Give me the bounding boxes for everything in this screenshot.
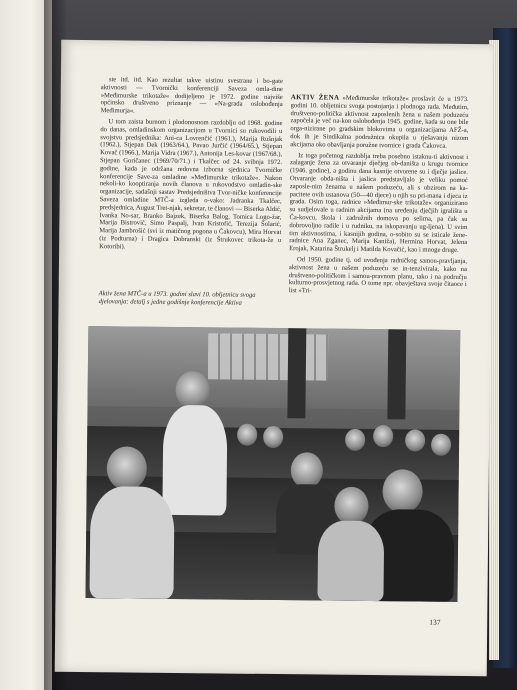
photo-window	[208, 333, 328, 380]
section-lead	[290, 94, 469, 150]
left-text-column	[99, 76, 283, 255]
section-lead-text: »Međimurske trikotaže« proslavit će u 1973. godini 10. obljetnicu svoga postojanja i plodnoga rada. Međutim, društveno-politička aktivnost zaposlenih žena u našem poduzeću započela je već na-kon oslobođenja 1945. godine, kada su one bile orga-nizirane po gradskim blokovima u organizacijama AFŽ-a, dok ih je Sindikalna podružnica okupila u rješavanju nizom akcijama oko obavljanja poružne tvornice i grada Čakovca.	[290, 94, 469, 150]
paragraph: U tom zaista burnom i plodonosnom razdoblju od 1968. godine do danas, omladinskom organizacijom u Tvornici su rukovodili u svojstvu predsjednika: Ani-ca Lovrenčić (1961.), Marija Rušnjak (1962.), Stjepan Dek (1963/64.), Pavao Jurčić (1964/65.), Stjepan Kovač (1966.), Marija Vidra (1967.), Antonija Les-kovar (1967/68.), Stjepan Goričanec (1969/70/71.) i Tkalčec od 24. svibnja 1972. godine, kada je održana redovna izborna sjednica Tvorničke konferencije Save-za omladine »Međimurske trikotaže«. Nakon nekoli-ko kooptiranja novih članova u rukovodstvo omladin-ske organizacije, sadašnji sastav Predsjedništva Tvor-ničke konferencije Saveza omladine MTČ-a izgleda o-vako: Jadranka Tkalčec, predsjednica, August Tret-njak, sekretar, te članovi — Biserka Aldić, Ivanka No-sar, Branko Bajzek, Biserka Balog, Tomica Logo-žar, Marija Bistrović, Simo Paspalj, Ivan Kristofić, Terezija Šolarić, Marija Jambrošić (svi iz matičnog pogona u Čakovcu), Mira Horvat (iz Podturna) i Dragica Dobranski (iz Štrukovec trikota-že u Kotoribi).	[99, 118, 283, 251]
photo-person	[373, 425, 393, 447]
photo-person	[263, 426, 283, 448]
photo-person	[405, 429, 425, 451]
photo-person	[89, 486, 174, 599]
photo-person	[431, 434, 451, 456]
section-heading: AKTIV ŽENA	[290, 93, 340, 102]
photo-person	[334, 487, 368, 525]
right-text-column	[289, 94, 469, 300]
paragraph: ste itd. itd. Kao rezultat takve uistinu svestrane i bo-gate aktivnosti — Tvornički konferenciji Saveza omla-dine »Međimurske trikotaže« dodijeljeno je 1972. godine najviše općinsko društveno priznanje — »Na-grada oslobođenja Međimurja«.	[100, 76, 283, 115]
page-number: 137	[429, 617, 441, 627]
photo-person	[317, 520, 384, 601]
book-page	[55, 40, 494, 676]
photo-person	[162, 405, 227, 516]
photo-curtain	[287, 328, 306, 418]
photo-person	[175, 371, 209, 409]
photo-person	[345, 429, 365, 451]
photo-caption: Aktiv žena MTČ-a u 1973. godini slavi 10. obljetnicu svoga djelovanja: detalj s jedne godišnje konferencije Aktiva	[98, 290, 256, 307]
photograph	[85, 326, 460, 602]
paragraph: Iz toga početnog razdoblja treba posebno istaknu-ti aktivnost i zalaganje žena za otvaranje dječjeg ob-daništa u krugu tvornice (1946. godine), a godinu dana kasnije otvorene su i dječje jaslice. Otvaranje obda-ništa i jaslica predstavljalo je veliku pomoć zaposle-nim ženama u našem poduzeću, ali s obzirom na ka-pacitete ovih ustanova (50—40 djece) u njih su pri-mana i djeca iz grada. Osim toga, radnice »Međimur-ske trikotaže« organizirano su sudjelovale u radnim akcijama (na uređenju dječjih igrališta u Ča-kovcu, škola i zadružnih domova po selima, pa čak su dobrovoljno radile i u rudniku, na iskopavanju ug-ljena). U svim tim aktivnostima, i kasnijih godina, o-sobito su se isticale žene-radnice Ana Zganec, Marija Kaniža), Hermina Horvat, Jelena Erojak, Katarina Štrukelj i Matilda Kovačić, kao i mnoge druge.	[289, 151, 469, 255]
photo-curtain	[387, 329, 406, 419]
photo-person	[107, 446, 147, 490]
paragraph: Od 1950. godine tj. od uvođenja radničkog samou-pravljanja, aktivnost žena u našem poduzeću se in-tenzivirala, kako na društveno-političkom i samou-pravnom planu, tako i na području kulturno-prosvjetnog rada. O tome npr. obavještava svoje čitaoce i list »Tri-	[288, 256, 468, 295]
photo-person	[237, 424, 257, 446]
